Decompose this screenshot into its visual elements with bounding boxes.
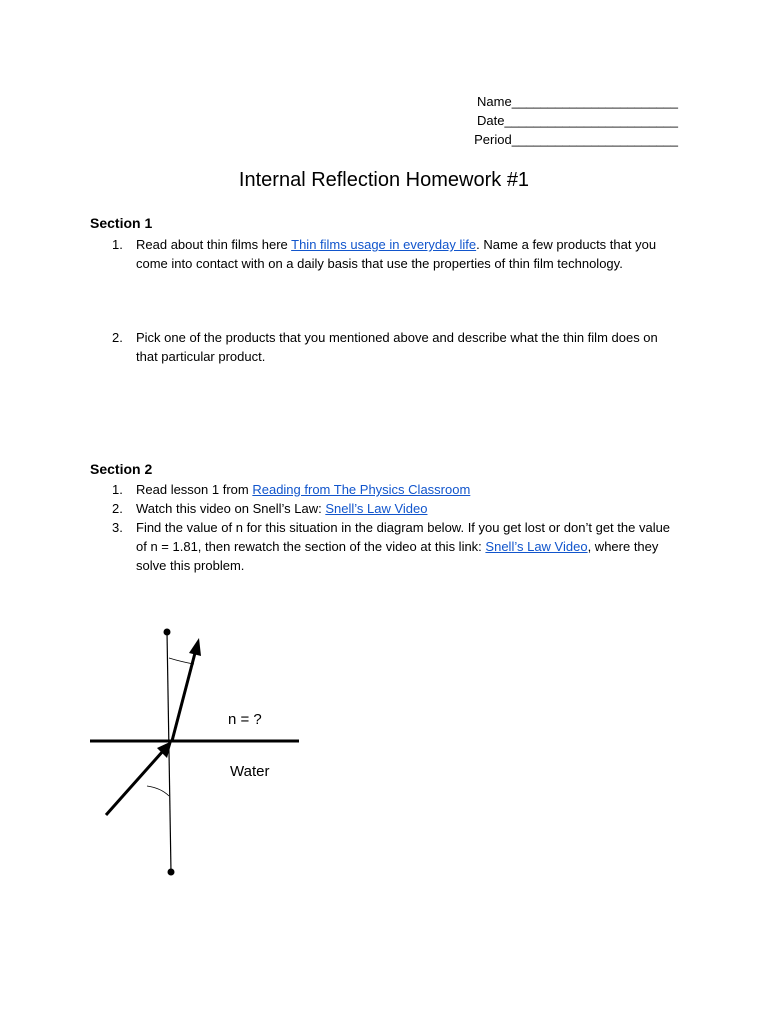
section-1-list xyxy=(90,235,680,366)
student-info-block xyxy=(438,92,678,149)
section-2-question-1 xyxy=(90,480,680,499)
section-2-question-2 xyxy=(90,499,680,518)
date-line[interactable]: Date________________________ xyxy=(477,113,678,128)
snells-law-video-link-2[interactable]: Snell’s Law Video xyxy=(485,539,588,554)
section-1-heading: Section 1 xyxy=(90,215,153,231)
physics-classroom-link[interactable]: Reading from The Physics Classroom xyxy=(252,482,471,497)
section-2-heading: Section 2 xyxy=(90,461,153,477)
question-text: . Name a few products that you come into contact with on a daily basis that use the properties of thin film technology. xyxy=(136,237,657,271)
question-text: Watch this video on Snell’s Law: xyxy=(136,501,326,516)
refraction-angle-arc xyxy=(169,658,194,664)
incident-ray xyxy=(106,751,163,815)
snells-law-video-link[interactable]: Snell’s Law Video xyxy=(325,501,428,516)
name-line[interactable]: Name_______________________ xyxy=(477,94,678,109)
question-text: Read about thin films here xyxy=(136,237,292,252)
refracted-ray xyxy=(172,653,195,741)
section-2-question-3 xyxy=(90,518,680,575)
normal-bottom-dot xyxy=(168,869,175,876)
page-title: Internal Reflection Homework #1 xyxy=(238,169,530,191)
question-text: Find the value of n for this situation in the diagram below. If you get lost or don’t get the value of n = 1.81, then rewatch the section of the video at this link: xyxy=(136,520,671,554)
period-line[interactable]: Period_______________________ xyxy=(474,132,678,147)
lower-medium-label: Water xyxy=(230,763,270,780)
section-1-question-2 xyxy=(90,328,680,366)
thin-films-link[interactable]: Thin films usage in everyday life xyxy=(291,237,477,252)
question-number: 2. xyxy=(112,501,123,516)
refracted-ray-arrowhead xyxy=(189,638,201,656)
question-number: 1. xyxy=(112,237,123,252)
upper-medium-label: n = ? xyxy=(228,711,262,728)
section-2-list xyxy=(90,480,680,575)
question-text: Pick one of the products that you mentioned above and describe what the thin film does on that particular product. xyxy=(136,330,658,364)
question-number: 1. xyxy=(112,482,123,497)
question-text: , where they solve this problem. xyxy=(136,539,659,573)
question-number: 3. xyxy=(112,520,123,535)
refraction-diagram xyxy=(85,620,315,890)
question-text: Read lesson 1 from xyxy=(136,482,253,497)
question-number: 2. xyxy=(112,330,123,345)
incidence-angle-arc xyxy=(147,786,169,796)
section-1-question-1 xyxy=(90,235,680,273)
normal-top-dot xyxy=(164,629,171,636)
